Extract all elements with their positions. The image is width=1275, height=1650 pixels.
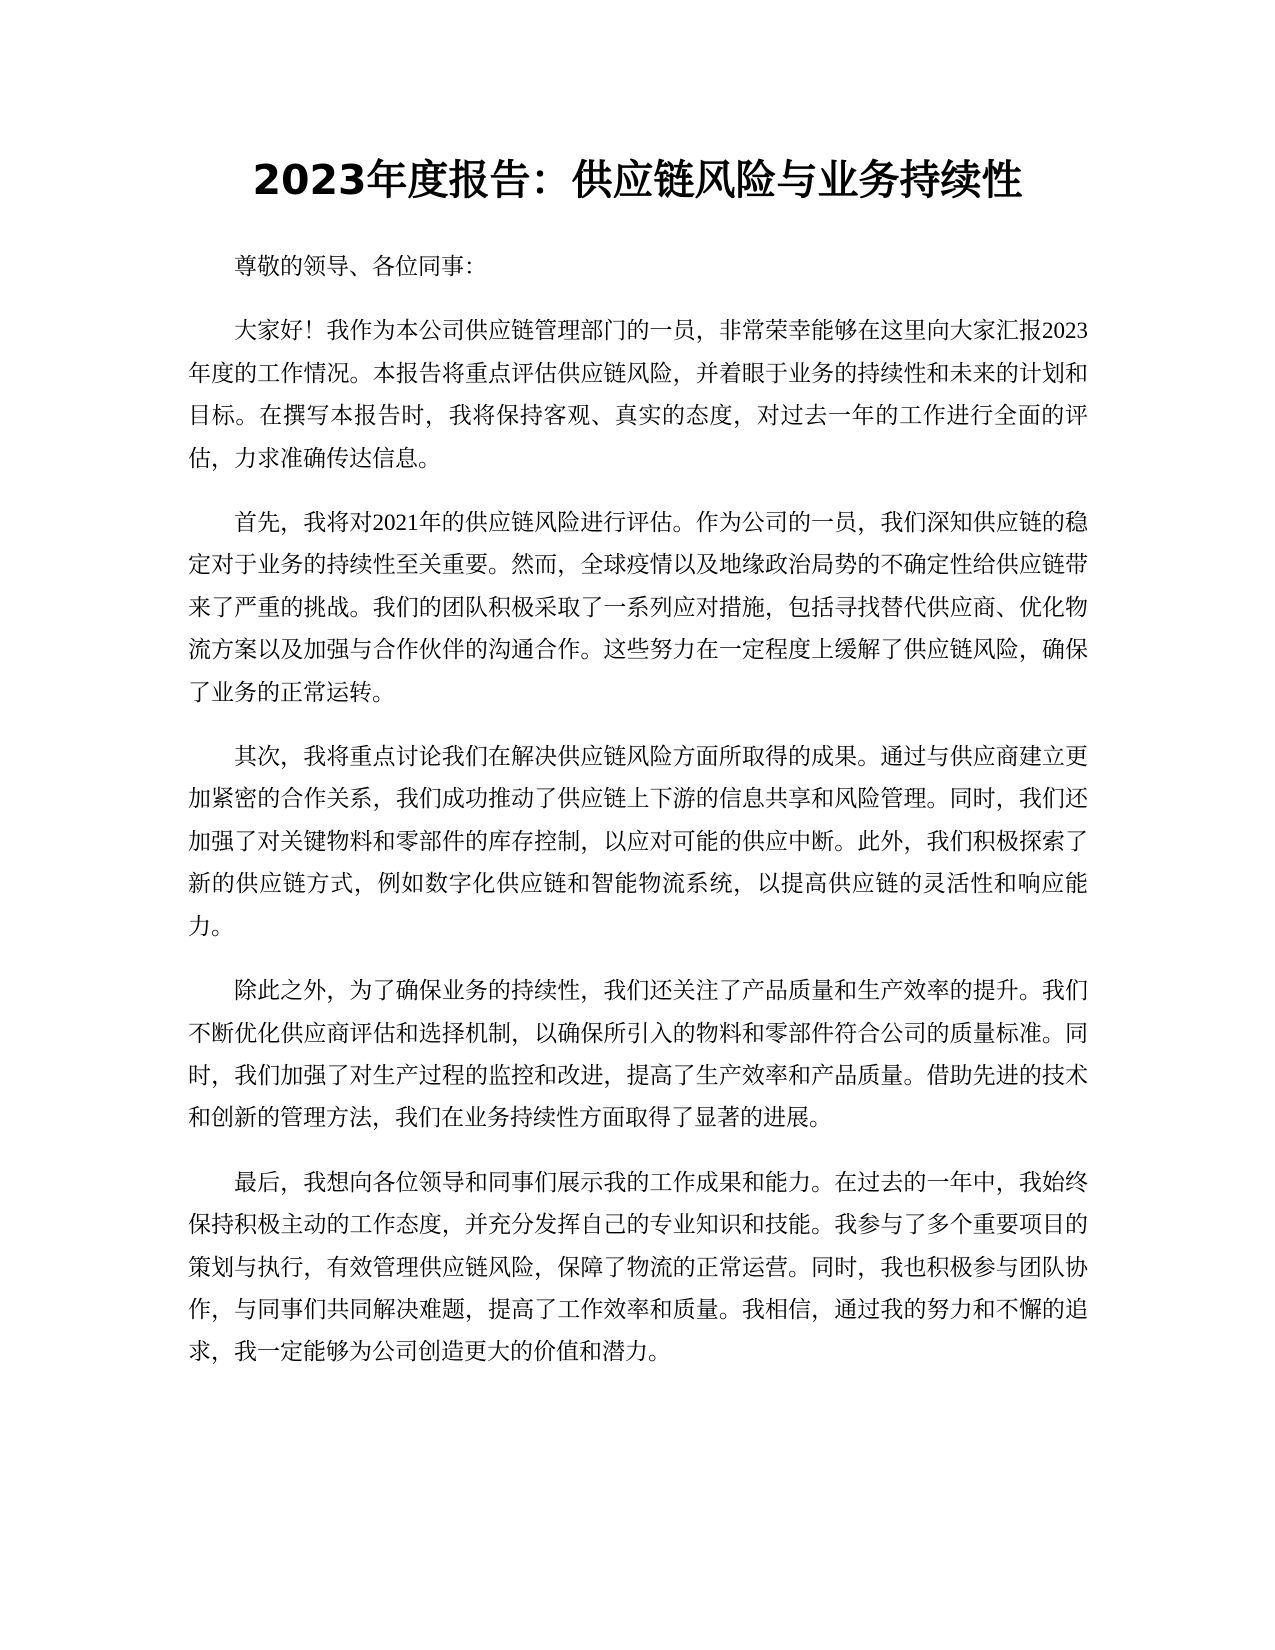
document-title: 2023年度报告：供应链风险与业务持续性 [252, 156, 1023, 204]
paragraph-quality-efficiency: 除此之外，为了确保业务的持续性，我们还关注了产品质量和生产效率的提升。我们不断优化供应商评估和选择机制，以确保所引入的物料和零部件符合公司的质量标准。同时，我们加强了对生产过程的监控和改进，提高了生产效率和产品质量。借助先进的技术和创新的管理方法，我们在业务持续性方面取得了显著的进展。 [188, 978, 1088, 1131]
paragraph-intro: 大家好！我作为本公司供应链管理部门的一员，非常荣幸能够在这里向大家汇报2023年度的工作情况。本报告将重点评估供应链风险，并着眼于业务的持续性和未来的计划和目标。在撰写本报告时，我将保持客观、真实的态度，对过去一年的工作进行全面的评估，力求准确传达信息。 [188, 318, 1088, 471]
document-body [188, 246, 1088, 1396]
paragraph-risk-assessment: 首先，我将对2021年的供应链风险进行评估。作为公司的一员，我们深知供应链的稳定对于业务的持续性至关重要。然而，全球疫情以及地缘政治局势的不确定性给供应链带来了严重的挑战。我们的团队积极采取了一系列应对措施，包括寻找替代供应商、优化物流方案以及加强与合作伙伴的沟通合作。这些努力在一定程度上缓解了供应链风险，确保了业务的正常运转。 [188, 510, 1088, 705]
paragraph-conclusion: 最后，我想向各位领导和同事们展示我的工作成果和能力。在过去的一年中，我始终保持积极主动的工作态度，并充分发挥自己的专业知识和技能。我参与了多个重要项目的策划与执行，有效管理供应链风险，保障了物流的正常运营。同时，我也积极参与团队协作，与同事们共同解决难题，提高了工作效率和质量。我相信，通过我的努力和不懈的追求，我一定能够为公司创造更大的价值和潜力。 [188, 1169, 1088, 1365]
greeting-line: 尊敬的领导、各位同事： [234, 254, 487, 279]
paragraph-achievements: 其次，我将重点讨论我们在解决供应链风险方面所取得的成果。通过与供应商建立更加紧密的合作关系，我们成功推动了供应链上下游的信息共享和风险管理。同时，我们还加强了对关键物料和零部件的库存控制，以应对可能的供应中断。此外，我们积极探索了新的供应链方式，例如数字化供应链和智能物流系统，以提高供应链的灵活性和响应能力。 [188, 744, 1088, 939]
